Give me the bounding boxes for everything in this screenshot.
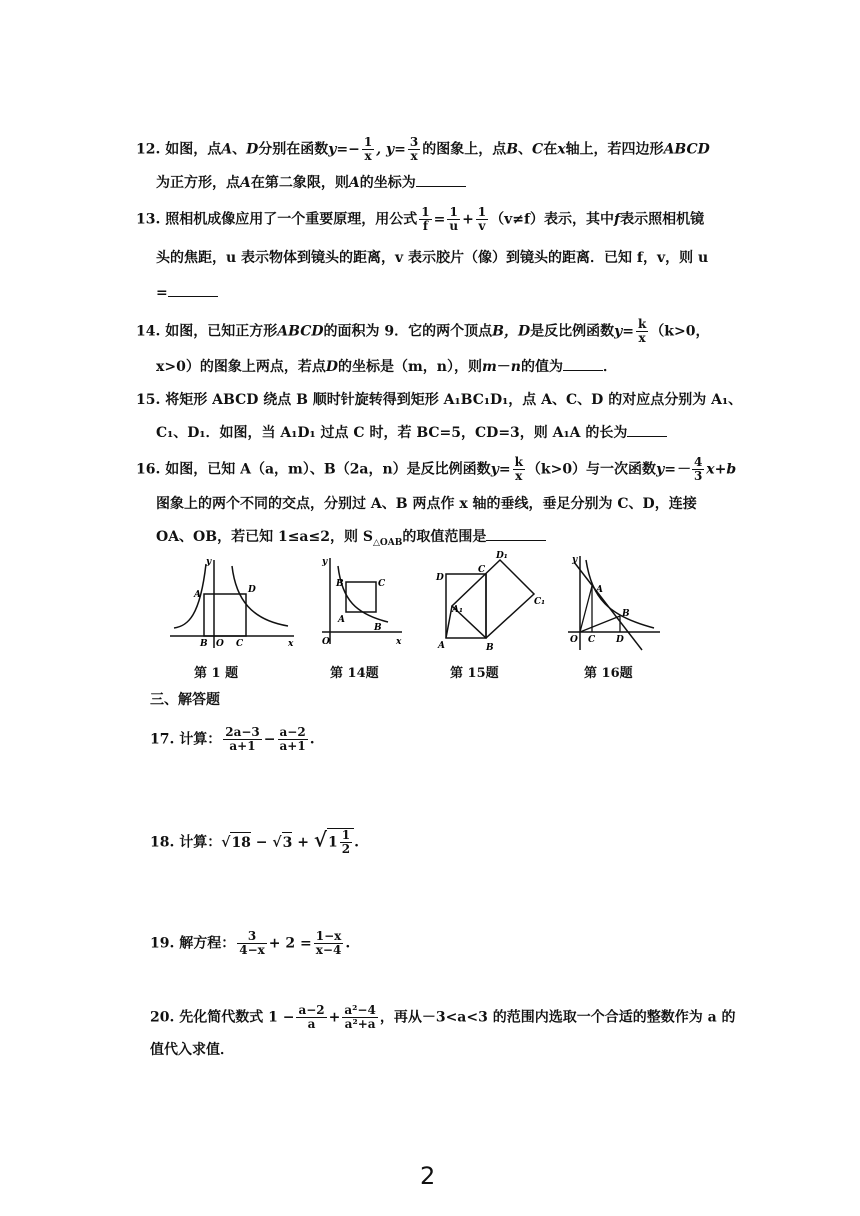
q16-line1 (136, 456, 736, 483)
q12-text5: 轴上，若四边形 (565, 141, 664, 158)
q20-line2: 值代入求值． (150, 1042, 234, 1058)
q12-sep2: 、 (518, 141, 533, 158)
frac-den: a²+a (344, 1017, 376, 1031)
q19 (150, 930, 350, 957)
figure-16-svg (564, 550, 664, 654)
q12-axis: x (557, 141, 566, 158)
q19-number: 19. (150, 935, 175, 952)
q14-minus: － (496, 359, 511, 375)
q17-frac2 (278, 726, 308, 753)
q13-text: 照相机成像应用了一个重要原理，用公式 (165, 211, 418, 228)
frac-den: x−4 (315, 943, 342, 957)
label-y: y (322, 557, 328, 567)
q12-point-c: C (532, 141, 544, 158)
q14-eq: = (622, 323, 634, 340)
q18-plus: + (297, 834, 309, 851)
q12-frac2 (408, 136, 420, 163)
frac-den: a (307, 1017, 316, 1031)
frac-den: x (364, 149, 372, 163)
label-o: O (216, 639, 224, 649)
frac-den: 2 (341, 842, 351, 856)
q13-plus: + (462, 211, 474, 228)
curve-left (174, 564, 206, 628)
q13-number: 13. (136, 211, 161, 228)
frac-den: f (422, 219, 428, 233)
frac-num: 1 (421, 205, 430, 219)
label-d: D (616, 635, 624, 645)
q12-func1: y=− (328, 141, 360, 158)
q16-xb: x+b (706, 461, 737, 478)
q15-answer-blank[interactable] (627, 422, 667, 437)
frac-num: 1−x (315, 929, 342, 943)
label-c: C (588, 635, 596, 645)
caption-fig14: 第 14题 (330, 666, 379, 681)
frac-num: 4 (693, 455, 703, 469)
frac-den: u (449, 219, 459, 233)
q14-text5: x>0）的图象上两点，若点 (156, 359, 326, 375)
q14-line2 (156, 356, 617, 377)
label-a1: A₁ (452, 605, 463, 615)
frac-den: a+1 (279, 739, 306, 753)
q18-radicand2: 3 (282, 832, 293, 853)
q12-abcd: ABCD (663, 141, 710, 158)
frac-den: x (515, 469, 523, 483)
label-d: D (436, 573, 444, 583)
q19-label: 解方程： (179, 935, 236, 952)
q18-radicand1: 18 (230, 832, 250, 853)
frac-den: x (638, 331, 646, 345)
frac-num: 3 (237, 930, 267, 944)
q14-answer-blank[interactable] (563, 356, 603, 371)
frac-den: 3 (693, 469, 703, 483)
label-c: C (236, 639, 244, 649)
label-x: x (288, 639, 294, 649)
q16-text: 如图，已知 A（a，m）、B（2a，n）是反比例函数 (165, 461, 491, 478)
q19-frac1 (237, 930, 267, 957)
frac-num: k (637, 317, 647, 331)
figure-16 (564, 550, 664, 654)
q15-line1 (136, 390, 742, 410)
figure-15 (432, 546, 552, 656)
label-y: y (206, 557, 212, 567)
frac-den: x (410, 149, 418, 163)
q12-point-a: A (221, 141, 233, 158)
q14-m: m (481, 359, 497, 375)
q19-mid: + 2 = (268, 935, 312, 952)
frac-den: 4−x (239, 943, 265, 957)
label-a: A (438, 641, 445, 651)
square-abcd (204, 594, 246, 636)
rect-a1bc1d1 (452, 560, 534, 638)
frac-num: 2a−3 (225, 725, 260, 739)
q17-number: 17. (150, 731, 175, 748)
q18-radicand3 (327, 828, 354, 856)
q14-text6: 的坐标是（m，n），则 (337, 359, 482, 375)
q18-frac (340, 829, 352, 856)
sqrt-icon: √ (313, 827, 327, 852)
q14-y: y (614, 323, 623, 340)
q13-eq: = (433, 211, 446, 228)
q13-eq2: = (156, 285, 168, 301)
label-o: O (322, 637, 330, 647)
q17-label: 计算： (179, 731, 222, 748)
q13-frac-f (419, 206, 431, 233)
q12-point-d: D (246, 141, 259, 158)
q18-end: . (354, 834, 359, 851)
q16-line2: 图象上的两个不同的交点，分别过 A、B 两点作 x 轴的垂线，垂足分别为 C、D，连接 (156, 496, 697, 512)
q12-func2: , y= (376, 141, 406, 158)
frac-num: a−2 (279, 725, 306, 739)
square-abcd (346, 582, 376, 612)
frac-num: a²−4 (344, 1003, 376, 1017)
label-d: B (374, 623, 382, 633)
q16-number: 16. (136, 461, 161, 478)
q12-text: 如图，点 (165, 141, 222, 158)
q12-line2 (156, 172, 466, 193)
section-title: 三、解答题 (150, 692, 220, 708)
q14-text2: 的面积为 9．它的两个顶点 (323, 323, 493, 340)
q12-line1 (136, 136, 710, 163)
q16-linear: y=－ (656, 461, 690, 478)
q19-frac2 (314, 930, 344, 957)
label-b: B (486, 643, 494, 653)
figure-14 (316, 552, 406, 652)
q12-point-b: B (506, 141, 519, 158)
q20-number: 20. (150, 1009, 175, 1026)
q13-frac-v (476, 206, 488, 233)
curve-right (232, 566, 288, 626)
label-o: O (570, 635, 578, 645)
label-d: D (248, 585, 256, 595)
label-x: x (396, 637, 402, 647)
q18 (150, 828, 359, 856)
label-y: y (572, 555, 578, 565)
q17 (150, 726, 315, 753)
q16-sub: △OAB (372, 537, 403, 548)
frac-num: a−2 (298, 1003, 325, 1017)
q12-sep: 、 (232, 141, 247, 158)
q14-text4: （k>0， (650, 323, 710, 340)
q20-frac2 (342, 1004, 377, 1031)
label-c: C (478, 565, 486, 575)
q19-end: . (345, 935, 351, 952)
q14-text3: 是反比例函数 (530, 323, 615, 340)
q14-period: ． (602, 359, 617, 375)
q18-number: 18. (150, 834, 175, 851)
q13-frac-u (447, 206, 460, 233)
frac-num: 1 (447, 206, 460, 220)
label-c: C (378, 579, 386, 589)
q14-bd: B，D (492, 323, 531, 340)
q14-text7: 的值为 (520, 359, 563, 375)
q16-text2: （k>0）与一次函数 (526, 461, 657, 478)
q18-minus: − (255, 834, 268, 851)
q12-point-a3: A (348, 175, 360, 191)
q13-line2: 头的焦距，u 表示物体到镜头的距离，v 表示胶片（像）到镜头的距离．已知 f，v，则 u (156, 250, 709, 266)
q13-text3: 表示照相机镜 (620, 211, 705, 228)
q14-text: 如图，已知正方形 (165, 323, 278, 340)
q12-number: 12. (136, 141, 161, 158)
q12-point-a2: A (240, 175, 251, 191)
figure-1 (168, 556, 298, 652)
q12-text3: 的图象上，点 (422, 141, 507, 158)
q15-line2 (156, 422, 667, 443)
label-a: A (194, 590, 201, 600)
q16-text3: OA、OB，若已知 1≤a≤2，则 S (156, 529, 373, 545)
q13-text2: （v≠f）表示，其中 (490, 211, 615, 228)
sqrt-icon: √ (221, 834, 231, 851)
q16-answer-blank[interactable] (486, 526, 546, 541)
q20-text2: ，再从－3<a<3 的范围内选取一个合适的整数作为 a 的 (379, 1009, 736, 1026)
q20-plus: + (328, 1009, 341, 1026)
q12-text8: 的坐标为 (359, 175, 416, 191)
q12-frac1 (362, 136, 374, 163)
label-a: A (596, 585, 603, 595)
q20-line1 (150, 1004, 736, 1031)
q13-f: f (614, 211, 621, 228)
caption-fig16: 第 16题 (584, 666, 633, 681)
q14-line1 (136, 318, 709, 345)
q14-d: D (325, 359, 338, 375)
frac-num: 1 (363, 135, 373, 149)
q12-text2: 分别在函数 (258, 141, 329, 158)
segment-ob (580, 616, 620, 632)
figure-1-svg (168, 556, 298, 652)
q15-text: 将矩形 ABCD 绕点 B 顺时针旋转得到矩形 A₁BC₁D₁，点 A、C、D 的对应点分别为 A₁、 (165, 392, 743, 408)
q16-text4: 的取值范围是 (402, 529, 487, 545)
frac-num: 3 (409, 135, 419, 149)
q20-text: 先化简代数式 1 − (179, 1009, 295, 1026)
segment-oa (580, 586, 592, 632)
frac-den: a+1 (229, 739, 256, 753)
figure-14-svg (316, 552, 406, 652)
q18-whole: 1 (328, 834, 338, 851)
page-number: 2 (420, 1162, 436, 1190)
q13-line1 (136, 206, 704, 233)
caption-fig15: 第 15题 (450, 666, 499, 681)
label-d1: D₁ (496, 551, 508, 561)
label-c1: C₁ (534, 597, 546, 607)
q16-frac-43 (692, 456, 704, 483)
q14-abcd: ABCD (277, 323, 324, 340)
q14-frac-k (636, 318, 648, 345)
q12-text7: 在第二象限，则 (250, 175, 349, 191)
q20-frac1 (296, 1004, 326, 1031)
q14-n: n (510, 359, 521, 375)
caption-fig1: 第 1 题 (194, 666, 239, 681)
q16-y: y= (490, 461, 511, 478)
q12-answer-blank[interactable] (416, 172, 466, 187)
frac-num: 1 (477, 205, 487, 219)
q13-answer-blank[interactable] (168, 282, 218, 297)
q17-frac1 (223, 726, 262, 753)
figure-15-svg (432, 546, 552, 656)
sqrt-icon: √ (272, 834, 282, 851)
q16-frac-k (513, 456, 525, 483)
label-b: B (622, 609, 630, 619)
frac-den: v (478, 219, 486, 233)
q14-number: 14. (136, 323, 161, 340)
label-a: A (338, 615, 345, 625)
frac-num: k (514, 455, 523, 469)
q17-end: . (309, 731, 315, 748)
q12-text4: 在 (543, 141, 558, 158)
q12-text6: 为正方形，点 (156, 175, 240, 191)
frac-num: 1 (341, 828, 351, 842)
label-b: B (336, 579, 344, 589)
q15-number: 15. (136, 392, 161, 408)
label-b: B (200, 639, 208, 649)
q18-label: 计算： (179, 834, 222, 851)
q15-text2: C₁、D₁．如图，当 A₁D₁ 过点 C 时，若 BC=5，CD=3，则 A₁A 的长为 (156, 425, 628, 441)
q17-minus: − (263, 731, 276, 748)
q13-line3 (156, 282, 218, 303)
